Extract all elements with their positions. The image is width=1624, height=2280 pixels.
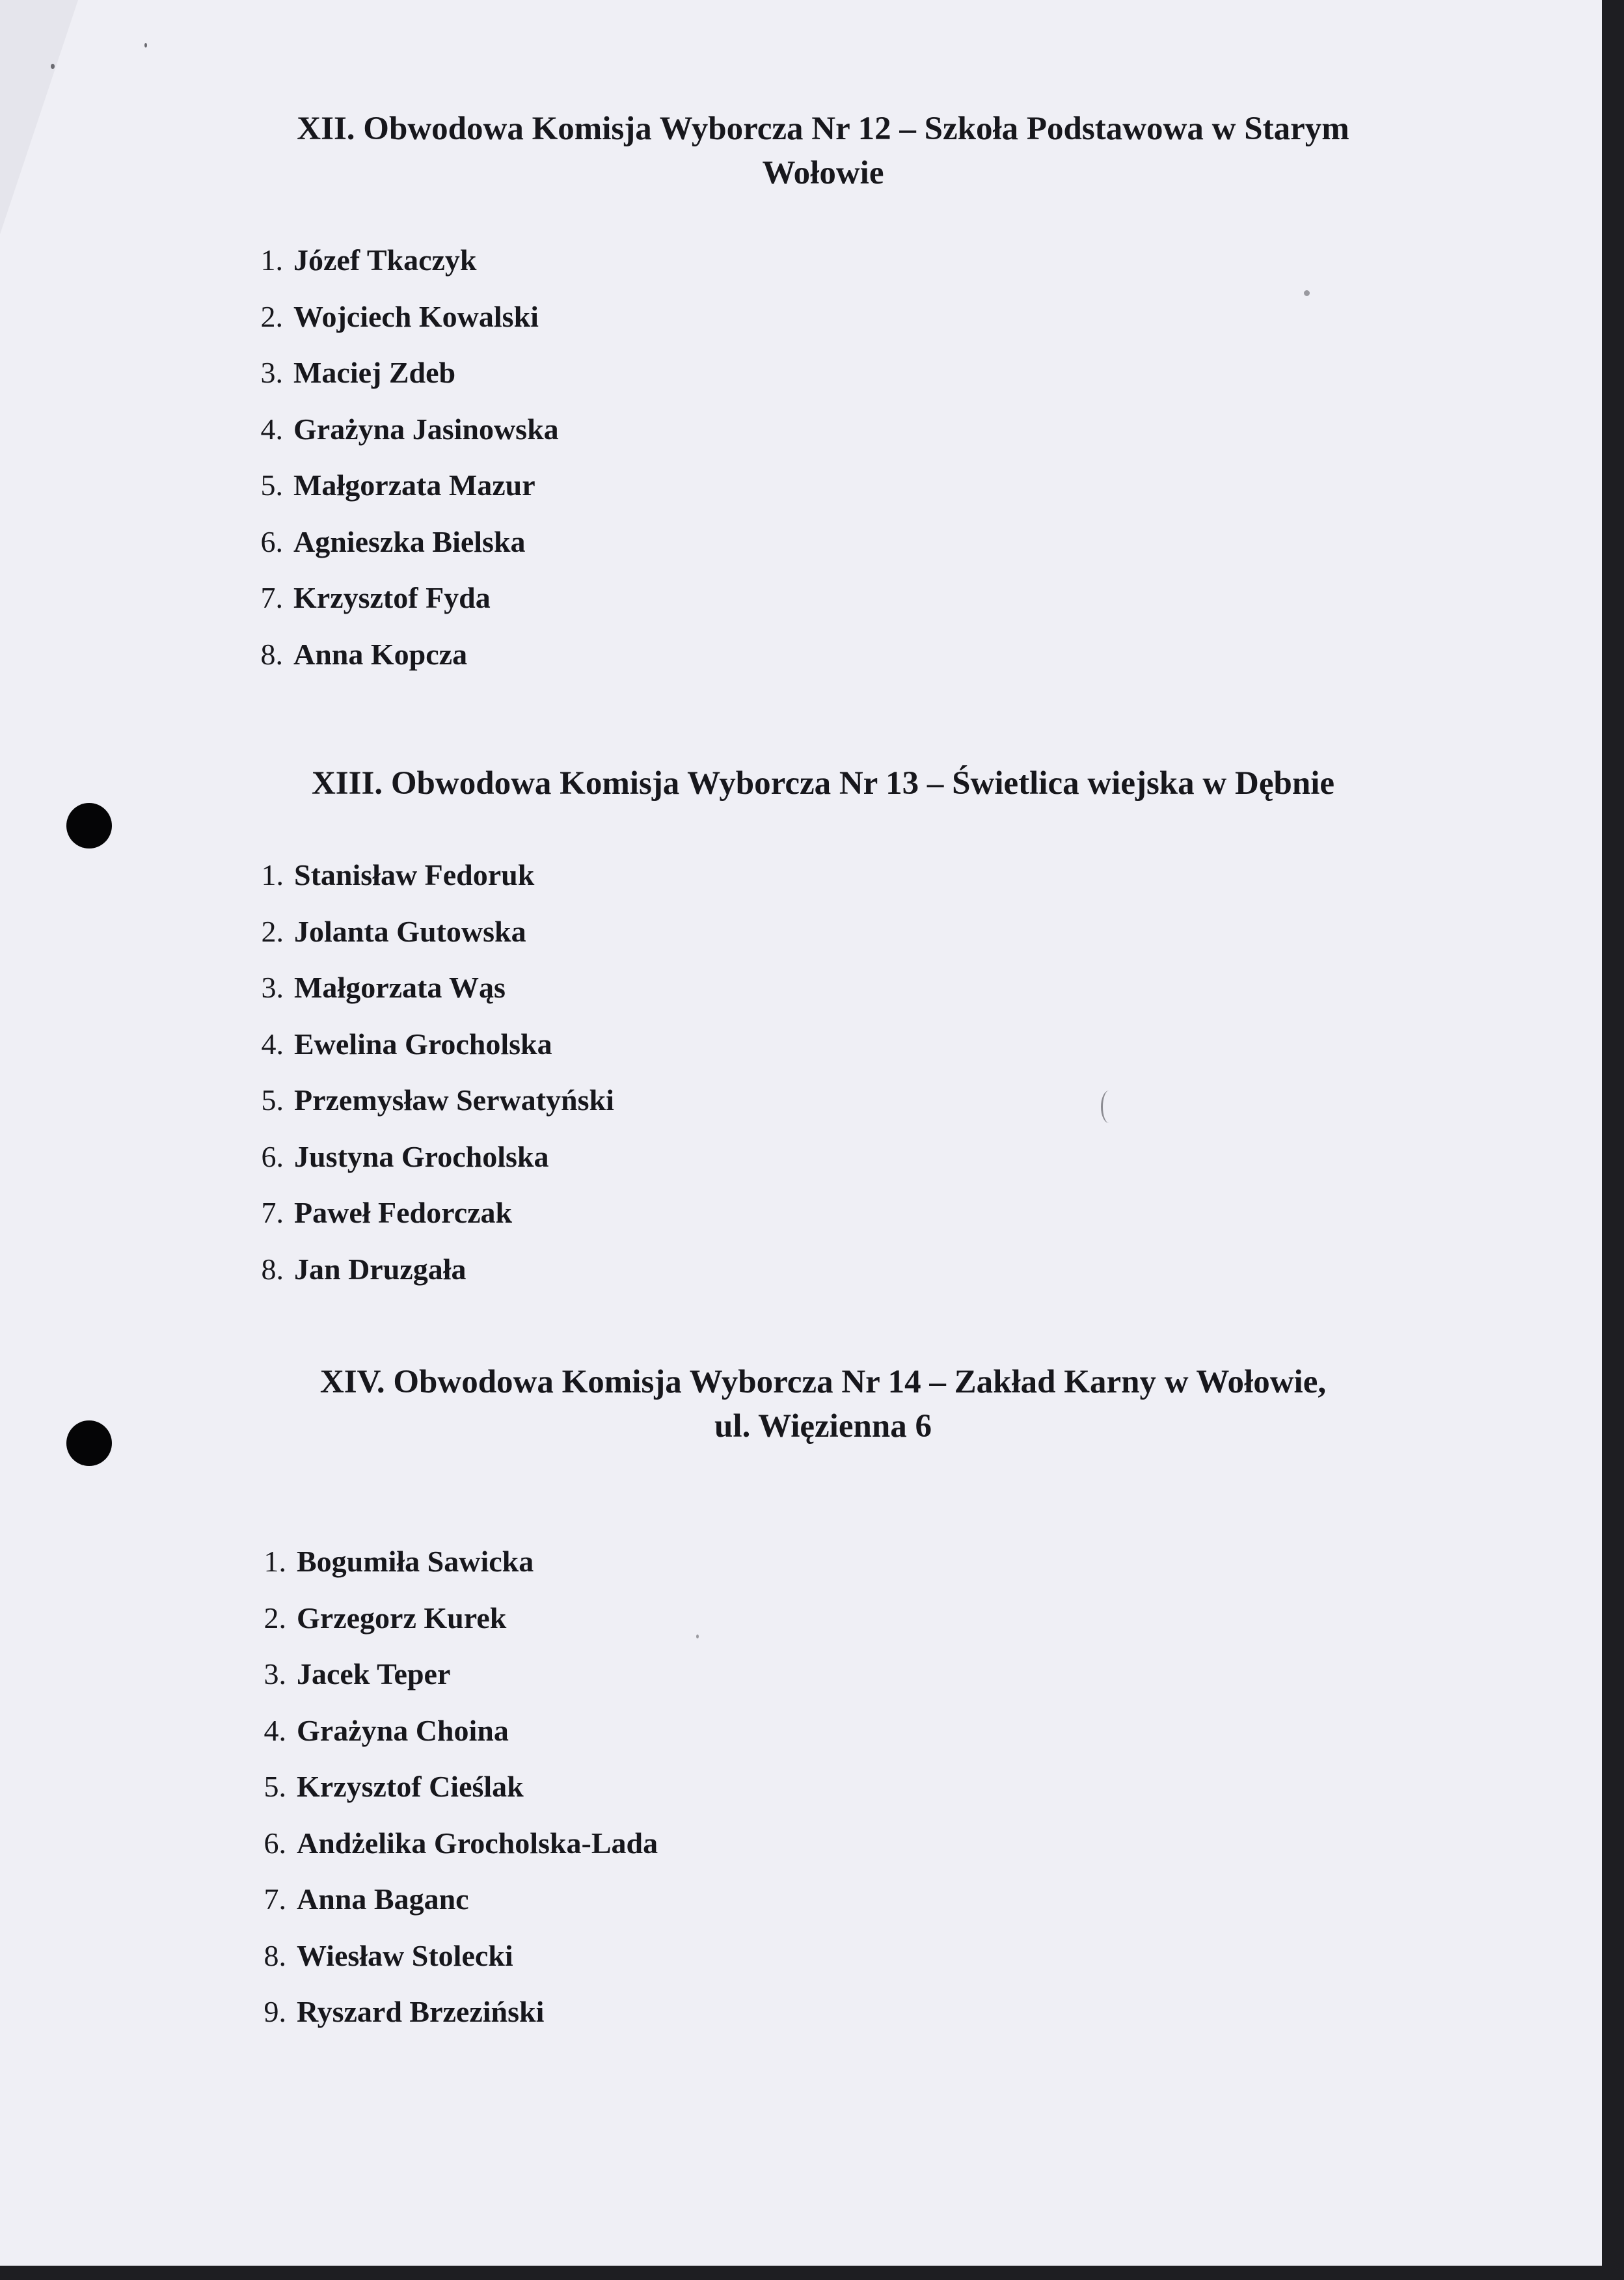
member-number: 7. bbox=[264, 1882, 286, 1916]
member-name: Stanisław Fedoruk bbox=[294, 858, 535, 891]
member-item bbox=[238, 856, 535, 912]
scan-speck bbox=[51, 64, 55, 69]
member-item bbox=[241, 1880, 469, 1936]
member-item bbox=[237, 522, 526, 579]
member-name: Przemysław Serwatyński bbox=[294, 1083, 614, 1117]
page-corner-shadow bbox=[0, 0, 78, 234]
section-title-commission-13 bbox=[195, 761, 1451, 806]
member-number: 5. bbox=[261, 1083, 284, 1117]
member-number: 7. bbox=[260, 581, 283, 614]
member-item bbox=[238, 1250, 467, 1307]
member-name: Maciej Zdeb bbox=[293, 356, 456, 389]
member-name: Krzysztof Cieślak bbox=[297, 1770, 524, 1803]
member-item bbox=[238, 1137, 549, 1194]
member-name: Grażyna Choina bbox=[297, 1713, 509, 1747]
section-title-line: Wołowie bbox=[762, 155, 884, 191]
member-number: 5. bbox=[264, 1770, 286, 1803]
punch-hole bbox=[66, 1420, 112, 1466]
member-number: 6. bbox=[264, 1826, 286, 1860]
member-number: 6. bbox=[260, 524, 283, 558]
member-number: 1. bbox=[264, 1545, 286, 1578]
member-name: Małgorzata Mazur bbox=[293, 468, 535, 502]
member-item bbox=[237, 466, 535, 522]
member-number: 4. bbox=[261, 1027, 284, 1061]
member-name: Paweł Fedorczak bbox=[294, 1196, 513, 1229]
member-number: 9. bbox=[264, 1995, 286, 2028]
member-name: Anna Kopcza bbox=[293, 637, 468, 671]
member-item bbox=[241, 1599, 507, 1655]
member-item bbox=[241, 1711, 509, 1768]
member-item bbox=[238, 912, 526, 969]
member-number: 1. bbox=[260, 243, 283, 277]
section-title-line: XII. Obwodowa Komisja Wyborcza Nr 12 – Szkoła Podstawowa w Starym bbox=[297, 111, 1349, 147]
member-number: 1. bbox=[261, 858, 284, 891]
member-name: Justyna Grocholska bbox=[294, 1139, 549, 1173]
member-number: 3. bbox=[261, 971, 284, 1004]
member-name: Jacek Teper bbox=[297, 1657, 451, 1690]
member-number: 7. bbox=[261, 1196, 284, 1229]
member-number: 8. bbox=[260, 637, 283, 671]
member-list-commission-13 bbox=[238, 856, 614, 1306]
member-name: Józef Tkaczyk bbox=[293, 243, 477, 277]
member-number: 8. bbox=[261, 1252, 284, 1286]
member-item bbox=[238, 1193, 513, 1250]
member-item bbox=[237, 297, 539, 354]
member-name: Bogumiła Sawicka bbox=[297, 1545, 534, 1578]
member-name: Jolanta Gutowska bbox=[294, 914, 526, 948]
member-item bbox=[237, 241, 477, 297]
member-name: Agnieszka Bielska bbox=[293, 524, 526, 558]
member-number: 8. bbox=[264, 1938, 286, 1972]
member-number: 6. bbox=[261, 1139, 284, 1173]
section-title-line: XIV. Obwodowa Komisja Wyborcza Nr 14 – Zakład Karny w Wołowie, bbox=[319, 1364, 1327, 1400]
section-title-commission-14 bbox=[195, 1360, 1451, 1448]
member-name: Andżelika Grocholska-Lada bbox=[297, 1826, 658, 1860]
member-name: Małgorzata Wąs bbox=[294, 971, 506, 1004]
member-number: 4. bbox=[260, 412, 283, 446]
scan-speck bbox=[1304, 290, 1310, 296]
member-item bbox=[238, 1025, 552, 1081]
member-name: Anna Baganc bbox=[297, 1882, 469, 1916]
member-name: Grzegorz Kurek bbox=[297, 1601, 507, 1635]
member-number: 3. bbox=[260, 356, 283, 389]
member-number: 2. bbox=[261, 914, 284, 948]
section-title-commission-12 bbox=[195, 107, 1451, 195]
member-item bbox=[241, 1655, 451, 1711]
section-title-line: ul. Więzienna 6 bbox=[714, 1408, 932, 1445]
member-item bbox=[241, 1542, 534, 1599]
section-title-line: XIII. Obwodowa Komisja Wyborcza Nr 13 – Świetlica wiejska w Dębnie bbox=[311, 765, 1335, 802]
member-name: Ewelina Grocholska bbox=[294, 1027, 552, 1061]
member-item bbox=[237, 578, 491, 635]
member-number: 4. bbox=[264, 1713, 286, 1747]
member-name: Grażyna Jasinowska bbox=[293, 412, 559, 446]
member-name: Wojciech Kowalski bbox=[293, 299, 539, 333]
member-item bbox=[241, 1767, 524, 1824]
scan-scratch bbox=[1101, 1091, 1117, 1123]
scan-speck bbox=[696, 1635, 699, 1638]
punch-hole bbox=[66, 803, 112, 848]
member-name: Ryszard Brzeziński bbox=[297, 1995, 545, 2028]
member-item bbox=[241, 1936, 513, 1993]
member-name: Jan Druzgała bbox=[294, 1252, 467, 1286]
member-list-commission-14 bbox=[241, 1542, 658, 2049]
member-item bbox=[241, 1824, 658, 1880]
member-number: 5. bbox=[260, 468, 283, 502]
member-item bbox=[238, 968, 506, 1025]
member-number: 3. bbox=[264, 1657, 286, 1690]
member-item bbox=[237, 410, 559, 467]
member-item bbox=[238, 1081, 614, 1137]
member-number: 2. bbox=[264, 1601, 286, 1635]
member-list-commission-12 bbox=[237, 241, 559, 691]
scan-speck bbox=[144, 43, 147, 48]
member-item bbox=[237, 635, 468, 692]
member-name: Krzysztof Fyda bbox=[293, 581, 491, 614]
member-name: Wiesław Stolecki bbox=[297, 1938, 513, 1972]
member-item bbox=[241, 1992, 545, 2049]
member-item bbox=[237, 353, 456, 410]
member-number: 2. bbox=[260, 299, 283, 333]
